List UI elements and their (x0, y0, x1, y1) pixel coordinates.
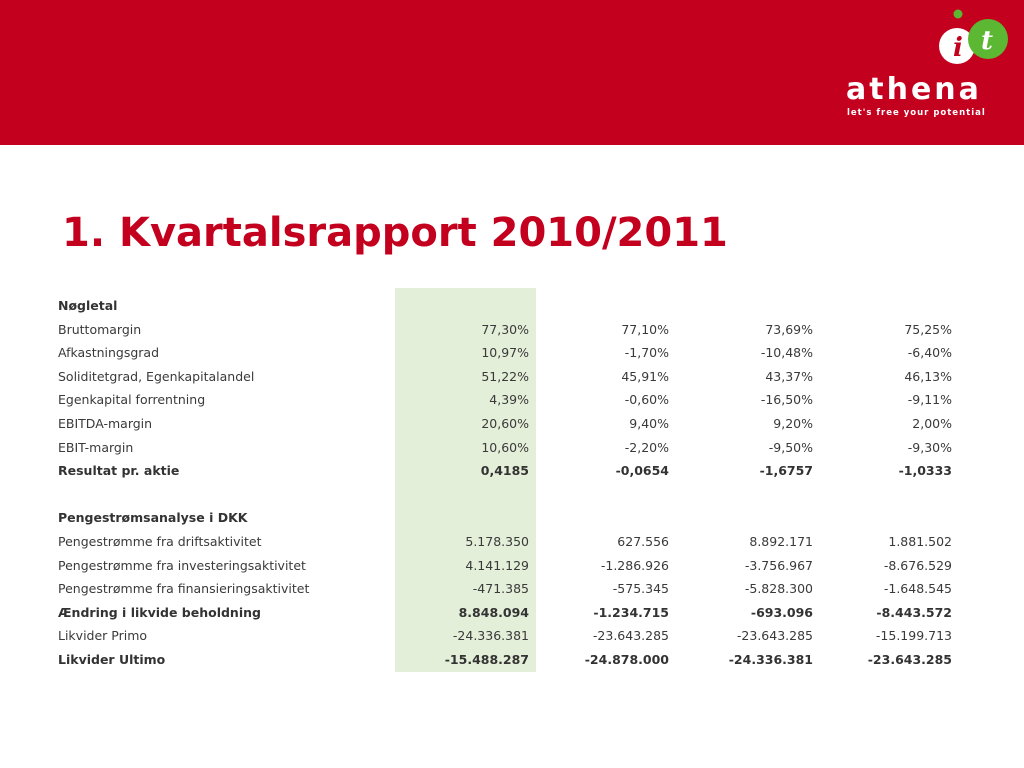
value-cell: -693.096 (750, 604, 813, 620)
value-cell: -8.443.572 (876, 604, 952, 620)
value-cell: -24.336.381 (452, 628, 529, 644)
value-cell: -15.488.287 (444, 651, 529, 667)
row-label: Afkastningsgrad (58, 345, 160, 361)
table-row (58, 648, 958, 672)
row-label: Pengestrømme fra finansieringsaktivitet (58, 581, 310, 597)
value-cell: 627.556 (617, 533, 669, 549)
row-label (58, 483, 395, 507)
value-cell: -9,30% (907, 439, 952, 455)
value-cell: 4.141.129 (465, 557, 529, 573)
svg-text:t: t (981, 26, 994, 56)
value-cell (529, 506, 669, 530)
value-cell: -1.648.545 (883, 581, 952, 597)
value-cell: -24.878.000 (584, 651, 669, 667)
value-cell: 46,13% (904, 368, 952, 384)
table-row (58, 412, 958, 436)
value-cell: 4,39% (489, 392, 529, 408)
value-cell: -1,70% (624, 345, 669, 361)
row-label: Pengestrømme fra driftsaktivitet (58, 533, 262, 549)
table-row (58, 483, 958, 507)
value-cell: 1.881.502 (888, 533, 952, 549)
table-row (58, 388, 958, 412)
value-cell (395, 294, 529, 318)
value-cell: 77,30% (481, 321, 529, 337)
value-cell: 45,91% (621, 368, 669, 384)
value-cell: -1.286.926 (600, 557, 669, 573)
value-cell: -575.345 (612, 581, 669, 597)
value-cell: 10,97% (481, 345, 529, 361)
value-cell: -6,40% (907, 345, 952, 361)
value-cell (813, 483, 952, 507)
value-cell: 10,60% (481, 439, 529, 455)
table-row (58, 577, 958, 601)
table-row (58, 341, 958, 365)
value-cell: -0,60% (624, 392, 669, 408)
row-label: Egenkapital forrentning (58, 392, 206, 408)
row-label: EBITDA-margin (58, 415, 153, 431)
value-cell: -1,0333 (898, 463, 952, 479)
table-row (58, 294, 958, 318)
athena-it-logo-icon (938, 8, 1018, 70)
value-cell: -16,50% (760, 392, 813, 408)
value-cell: -0,0654 (615, 463, 669, 479)
row-label: Nøgletal (58, 298, 118, 313)
financial-table (58, 294, 958, 672)
value-cell: -1,6757 (759, 463, 813, 479)
value-cell: -10,48% (760, 345, 813, 361)
value-cell (813, 506, 952, 530)
value-cell (669, 294, 813, 318)
value-cell: -2,20% (624, 439, 669, 455)
value-cell: -23.643.285 (867, 651, 952, 667)
row-label: Ændring i likvide beholdning (58, 604, 261, 620)
value-cell (813, 294, 952, 318)
value-cell (529, 294, 669, 318)
table-row (58, 530, 958, 554)
value-cell: -24.336.381 (728, 651, 813, 667)
svg-text:i: i (953, 33, 963, 63)
row-label: Soliditetgrad, Egenkapitalandel (58, 368, 255, 384)
table-row (58, 365, 958, 389)
value-cell: 75,25% (904, 321, 952, 337)
value-cell: 8.892.171 (749, 533, 813, 549)
page-title: 1. Kvartalsrapport 2010/2011 (62, 210, 728, 256)
value-cell: 2,00% (912, 415, 952, 431)
table-row (58, 624, 958, 648)
value-cell (669, 483, 813, 507)
value-cell: -15.199.713 (875, 628, 952, 644)
value-cell: -9,50% (768, 439, 813, 455)
value-cell (669, 506, 813, 530)
value-cell: 5.178.350 (465, 533, 529, 549)
row-label: Likvider Ultimo (58, 651, 166, 667)
value-cell (529, 483, 669, 507)
value-cell: 20,60% (481, 415, 529, 431)
table-row (58, 318, 958, 342)
value-cell: -23.643.285 (592, 628, 669, 644)
value-cell: -3.756.967 (744, 557, 813, 573)
table-row (58, 554, 958, 578)
value-cell: -23.643.285 (736, 628, 813, 644)
value-cell: 73,69% (765, 321, 813, 337)
header-banner (0, 0, 1024, 145)
value-cell: -9,11% (907, 392, 952, 408)
athena-logo (838, 8, 998, 128)
value-cell: -5.828.300 (744, 581, 813, 597)
value-cell: -8.676.529 (883, 557, 952, 573)
row-label: Bruttomargin (58, 321, 142, 337)
value-cell: -471.385 (472, 581, 529, 597)
value-cell: 8.848.094 (458, 604, 529, 620)
table-row (58, 506, 958, 530)
row-label: Resultat pr. aktie (58, 463, 180, 479)
table-row (58, 436, 958, 460)
value-cell (395, 483, 529, 507)
logo-tagline: let's free your potential (847, 108, 986, 118)
value-cell: 51,22% (481, 368, 529, 384)
value-cell: 43,37% (765, 368, 813, 384)
value-cell (395, 506, 529, 530)
value-cell: 9,20% (773, 415, 813, 431)
row-label: Likvider Primo (58, 628, 148, 644)
row-label: Pengestrømme fra investeringsaktivitet (58, 557, 306, 573)
value-cell: 0,4185 (480, 463, 529, 479)
row-label: Pengestrømsanalyse i DKK (58, 510, 248, 526)
value-cell: 77,10% (621, 321, 669, 337)
value-cell: -1.234.715 (593, 604, 669, 620)
value-cell: 9,40% (629, 415, 669, 431)
row-label: EBIT-margin (58, 439, 134, 455)
logo-wordmark: athena (846, 72, 982, 107)
table-row (58, 601, 958, 625)
table-row (58, 459, 958, 483)
